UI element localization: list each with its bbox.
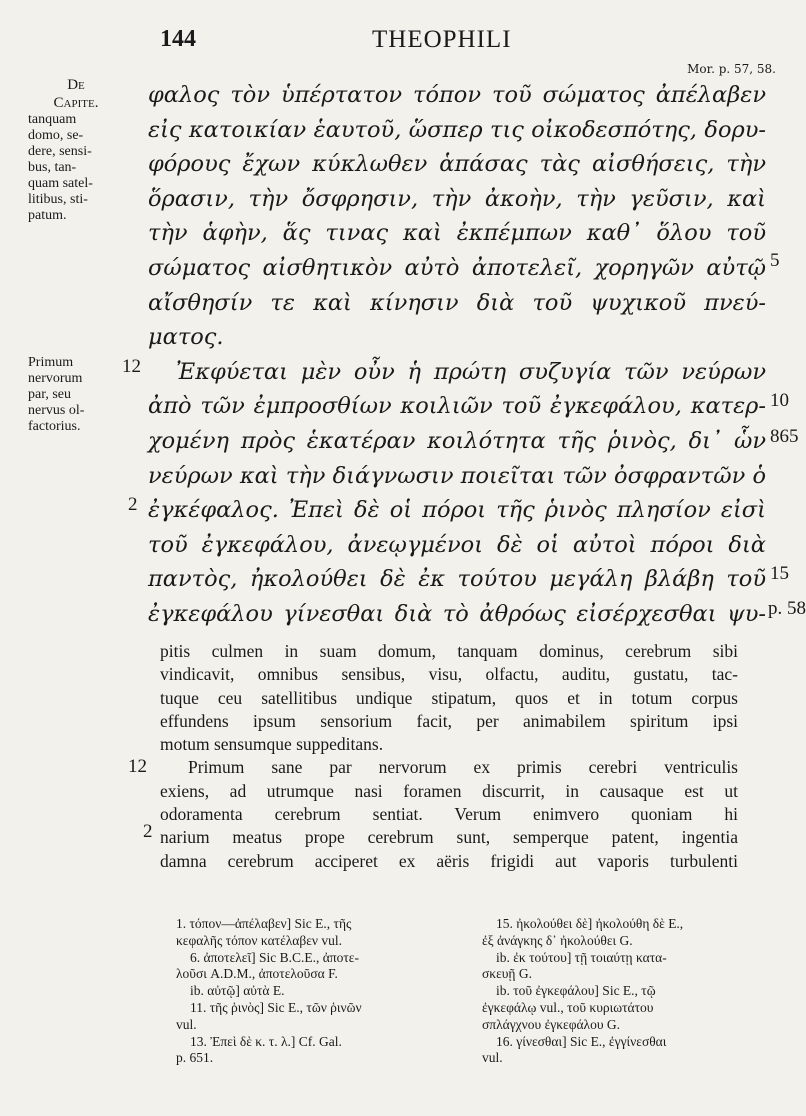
line-number: 10 <box>770 390 789 411</box>
margin-note-line: Primum <box>28 355 74 370</box>
margin-note-heading: De <box>67 77 85 93</box>
latin-line: damna cerebrum acciperet ex aëris frigidi aut vaporis turbulenti <box>160 850 738 871</box>
greek-line: φόρους ἔχων κύκλωθεν ἁπάσας τὰς αἰσθήσεις, τὴν <box>148 151 766 178</box>
latin-line: vindicavit, omnibus sensibus, visu, olfactu, auditu, gustatu, tac- <box>160 664 738 685</box>
greek-line: εἰς κατοικίαν ἑαυτοῦ, ὥσπερ τις οἰκοδεσπότης, δορυ- <box>148 116 766 143</box>
greek-line: ἐγκέφαλος. Ἐπεὶ δὲ οἱ πόροι τῆς ῥινὸς πλησίον εἰσὶ <box>148 497 766 524</box>
greek-line: σώματος αἰσθητικὸν αὐτὸ ἀποτελεῖ, χορηγῶν αὐτῷ <box>148 254 766 281</box>
footnote-line: p. 651. <box>176 1050 214 1066</box>
greek-line: ἐγκεφάλου γίνεσθαι διὰ τὸ ἀθρόως εἰσέρχεσθαι ψυ- <box>148 600 766 627</box>
margin-note-line: quam satel- <box>28 176 93 191</box>
page-header <box>160 26 760 56</box>
footnotes-right <box>482 916 774 1067</box>
margin-note-heading: Capite. <box>53 95 99 111</box>
latin-line: tuque ceu satellitibus undique stipatum, quos et in totum corpus <box>160 687 738 708</box>
footnote-line: 11. τῆς ῥινὸς] Sic E., τῶν ῥινῶν <box>190 999 362 1015</box>
line-number: 865 <box>770 426 799 447</box>
footnote-line: ἐγκεφάλῳ vul., τοῦ κυριωτάτου <box>482 999 654 1015</box>
margin-note-line: bus, tan- <box>28 160 77 175</box>
greek-line: παντὸς, ἠκολούθει δὲ ἐκ τούτου μεγάλη βλάβη τοῦ <box>148 566 766 593</box>
page-number: 144 <box>160 26 196 52</box>
running-head: THEOPHILI <box>372 26 512 53</box>
footnote-line: vul. <box>176 1016 197 1032</box>
margin-note-line: par, seu <box>28 387 71 402</box>
margin-note-line: domo, se- <box>28 128 84 143</box>
margin-note-primum-nervorum <box>28 355 124 435</box>
margin-note-line: nervorum <box>28 371 83 386</box>
footnote-line: vul. <box>482 1050 503 1066</box>
line-number: 2 <box>128 494 138 515</box>
footnote-line: 6. ἀποτελεῖ] Sic B.C.E., ἀποτε- <box>190 949 359 965</box>
footnote-line: κεφαλῆς τόπον κατέλαβεν vul. <box>176 932 342 948</box>
margin-note-line: litibus, sti- <box>28 192 88 207</box>
latin-line: Primum sane par nervorum ex primis cerebri ventriculis <box>188 757 738 778</box>
footnote-line: 16. γίνεσθαι] Sic E., ἐγγίνεσθαι <box>496 1033 667 1049</box>
margin-note-line: dere, sensi- <box>28 144 92 159</box>
greek-line: αἴσθησίν τε καὶ κίνησιν διὰ τοῦ ψυχικοῦ πνεύ- <box>148 289 766 316</box>
latin-line: pitis culmen in suam domum, tanquam dominus, cerebrum sibi <box>160 641 738 661</box>
margin-note-line: patum. <box>28 208 67 223</box>
footnote-line: λοῦσι A.D.M., ἀποτελοῦσα F. <box>176 966 338 982</box>
footnote-line: σπλάγχνου ἐγκεφάλου G. <box>482 1016 621 1032</box>
margin-note-de-capite <box>28 76 124 224</box>
line-number: 2 <box>143 821 153 842</box>
footnote-line: ἐξ ἀνάγκης δ᾽ ἠκολούθει G. <box>482 932 633 948</box>
greek-text <box>148 78 766 632</box>
greek-line: τὴν ἁφὴν, ἅς τινας καὶ ἐκπέμπων καθ᾽ ὅλου τοῦ <box>148 220 766 247</box>
margin-note-line: tanquam <box>28 112 77 127</box>
latin-line: effundens ipsum sensorium facit, per animabilem spiritum ipsi <box>160 710 738 731</box>
footnotes-left <box>176 916 468 1067</box>
footnote-line: 1. τόπον—ἀπέλαβεν] Sic E., τῆς <box>176 916 352 931</box>
greek-line: νεύρων καὶ τὴν διάγνωσιν ποιεῖται τῶν ὀσφραντῶν ὁ <box>148 462 766 489</box>
greek-line: ματος. <box>148 324 224 351</box>
line-number: 15 <box>770 563 789 584</box>
footnote-line: 13. Ἐπεὶ δὲ κ. τ. λ.] Cf. Gal. <box>190 1033 342 1049</box>
latin-line: odoramenta cerebrum sentiat. Verum enimvero quoniam hi <box>160 804 738 825</box>
footnote-line: ib. ἐκ τούτου] τῇ τοιαύτῃ κατα- <box>496 949 667 965</box>
greek-line: τοῦ ἐγκεφάλου, ἀνεῳγμένοι δὲ οἱ αὐτοὶ πόροι διὰ <box>148 531 766 558</box>
greek-line: ὅρασιν, τὴν ὄσφρησιν, τὴν ἀκοὴν, τὴν γεῦσιν, καὶ <box>148 185 766 212</box>
morel-page-reference: Mor. p. 57, 58. <box>687 62 776 76</box>
section-number: 12 <box>128 756 147 777</box>
footnote-line: ib. αὐτῷ] αὐτὰ E. <box>190 983 285 999</box>
footnote-line: ib. τοῦ ἐγκεφάλου] Sic E., τῷ <box>496 983 656 999</box>
greek-line: ἀπὸ τῶν ἐμπροσθίων κοιλιῶν τοῦ ἐγκεφάλου, κατερ- <box>148 393 766 420</box>
latin-line: motum sensumque suppeditans. <box>160 734 384 755</box>
footnote-line: 15. ἠκολούθει δὲ] ἠκολούθη δὲ E., <box>496 916 684 931</box>
margin-note-line: nervus ol- <box>28 403 85 418</box>
latin-line: narium meatus prope cerebrum sunt, semperque patent, ingentia <box>160 827 738 848</box>
footnote-line: σκευῇ G. <box>482 966 532 982</box>
line-number: 5 <box>770 250 780 271</box>
page-reference: p. 58 <box>768 598 806 619</box>
section-number: 12 <box>122 356 141 377</box>
greek-line: Ἐκφύεται μὲν οὖν ἡ πρώτη συζυγία τῶν νεύρων <box>176 358 766 385</box>
greek-line: χομένη πρὸς ἑκατέραν κοιλότητα τῆς ῥινὸς, δι᾽ ὧν <box>148 427 766 454</box>
margin-note-line: factorius. <box>28 419 81 434</box>
latin-text <box>160 640 738 873</box>
latin-line: exiens, ad utrumque nasi foramen discurrit, in causaque est ut <box>160 780 738 801</box>
greek-line: φαλος τὸν ὑπέρτατον τόπον τοῦ σώματος ἀπέλαβεν <box>148 82 766 108</box>
